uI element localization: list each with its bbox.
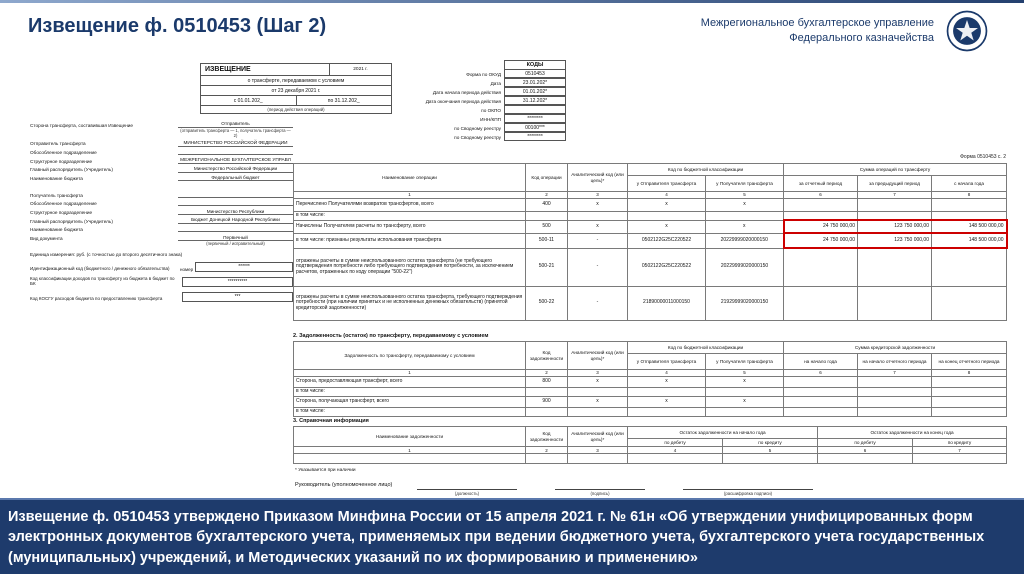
ref-k2-cell (913, 454, 1007, 464)
identifier-row (30, 277, 293, 287)
op-an-cell: - (568, 233, 628, 248)
col-header-sum-ytd: с начала года (932, 176, 1007, 192)
codes-spacer (392, 61, 504, 70)
requisite-value: Первичный (178, 235, 293, 241)
col-header-debt-year-start: на начало года (784, 354, 858, 370)
code-label: по Сводному реестру (454, 125, 501, 131)
op-name-cell: отражены расчеты в сумме неиспользованного остатка трансферта, требующего подтверждения потребности (при наличии принятых и не исполненных денежных обязательств) (принятой кредиторской задолженности) (294, 286, 526, 320)
col-num: 2 (526, 447, 568, 454)
org-line-2: Федерального казначейства (789, 31, 934, 44)
table-row (294, 248, 1007, 286)
op-bk1-cell: x (628, 199, 706, 212)
debt-name-cell: в том числе: (294, 388, 526, 397)
stamp-period-note: (период действия операций) (267, 107, 325, 112)
codes-block (392, 61, 566, 142)
table-row (294, 407, 1007, 416)
op-an-cell: x (568, 199, 628, 212)
op-bk1-cell: 0502122G25C220522 (628, 233, 706, 248)
col-header-debt-name: Задолженность по трансферту, передаваемому с условием (294, 342, 526, 370)
op-sum2-cell-highlighted: 123 750 000,00 (858, 220, 932, 233)
debt-name-cell: в том числе: (294, 407, 526, 416)
op-bk2-cell: 20229999020000150 (706, 248, 784, 286)
col-num: 5 (706, 370, 784, 377)
unit-of-measure-note: Единица измерения: руб. (с точностью до второго десятичного знака) (30, 251, 183, 257)
requisite-row (30, 121, 293, 127)
requisites-gap (30, 181, 293, 189)
form-document (0, 55, 1024, 498)
requisites-block (30, 119, 293, 302)
col-header-analytical-code: Аналитический код (или цель)* (568, 342, 628, 370)
col-group-transfer-sums: Сумма операций по трансферту (784, 164, 1007, 176)
col-header-sum-prev-period: за предыдущий период (858, 176, 932, 192)
org-line-1: Межрегиональное бухгалтерское управление (700, 17, 934, 29)
op-bk1-cell: 0502122G25C220522 (628, 248, 706, 286)
col-num: 3 (568, 192, 628, 199)
treasury-emblem-logo (946, 10, 988, 52)
stamp-period-from: с 01.01.202_ (201, 96, 297, 105)
debt-an-cell (568, 407, 628, 416)
op-code-cell: 500 (526, 220, 568, 233)
section-debt (293, 333, 1006, 417)
col-header-analytical-code: Аналитический код (или цель)* (568, 427, 628, 447)
op-name-cell: в том числе: (294, 212, 526, 221)
requisite-label: Обособленное подразделение (30, 149, 97, 155)
op-code-cell (526, 212, 568, 221)
code-value: 00100*** (504, 123, 566, 133)
ref-code-cell (526, 454, 568, 464)
requisite-value (178, 200, 293, 206)
debt-bk1-cell (628, 407, 706, 416)
col-group-creditor-debt: Сумма кредиторской задолженности (784, 342, 1007, 354)
table-row (294, 388, 1007, 397)
op-sum1-cell-highlighted: 24 750 000,00 (784, 220, 858, 233)
col-header-bk-sender: у Отправителя трансферта (628, 354, 706, 370)
requisite-value: Отправитель (178, 121, 293, 127)
op-name-cell: в том числе: признаны результаты использования трансферта (294, 233, 526, 248)
notice-stamp (200, 63, 392, 114)
col-num: 8 (932, 192, 1007, 199)
code-label: Дата начала периода действия (432, 89, 501, 95)
requisite-row (30, 192, 293, 198)
col-num: 1 (294, 192, 526, 199)
col-num: 1 (294, 447, 526, 454)
debt-code-cell (526, 407, 568, 416)
requisite-row (30, 226, 293, 232)
op-bk1-cell (628, 212, 706, 221)
col-num: 7 (858, 192, 932, 199)
table-row (294, 286, 1007, 320)
code-value: 23.01.202* (504, 78, 566, 88)
op-an-cell (568, 212, 628, 221)
requisite-note: (отправитель трансферта — 1, получатель трансферта — 2) (180, 127, 291, 138)
requisite-value (178, 226, 293, 232)
requisite-label: Сторона трансферта, составившая Извещение (30, 122, 134, 128)
table-row (294, 396, 1007, 407)
debt-sum3-cell (932, 396, 1007, 407)
code-value: 01.01.202* (504, 87, 566, 97)
requisite-label: Вид документа (30, 235, 63, 241)
debt-sum2-cell (858, 377, 932, 388)
ref-name-cell (294, 454, 526, 464)
codes-title: КОДЫ (504, 60, 566, 70)
col-header-operation-name: Наименование операции (294, 164, 526, 192)
op-name-cell: отражены расчеты в сумме неиспользованного остатка трансферта (не требующего подтверждения потребности либо требующего подтверждения потребности, за исключением расчетов, отраженных по коду операции "500-22") (294, 248, 526, 286)
debt-sum1-cell (784, 407, 858, 416)
debt-name-cell: Сторона, предоставляющая трансферт, всего (294, 377, 526, 388)
col-num: 4 (628, 192, 706, 199)
requisite-row (30, 166, 293, 172)
stamp-period-to: по 31.12.202_ (327, 97, 360, 104)
requisite-row (30, 175, 293, 181)
slide-header (0, 3, 1024, 55)
op-sum1-cell (784, 199, 858, 212)
col-header-analytical-code: Аналитический код (или цель)* (568, 164, 628, 192)
col-num: 6 (784, 370, 858, 377)
identifier-label: Идентификационный код (бюджетного / денежного обязательства) (30, 266, 170, 271)
requisite-label: Обособленное подразделение (30, 200, 97, 206)
requisite-row (30, 209, 293, 215)
identifier-value: *** (182, 292, 293, 302)
signature-sign-line (555, 489, 645, 496)
op-sum3-cell-highlighted: 148 500 000,00 (932, 220, 1007, 233)
col-header-bk-receiver: у Получателя трансферта (706, 176, 784, 192)
identifier-row (30, 262, 293, 272)
organization-name (701, 16, 934, 46)
code-value: ******** (504, 114, 566, 124)
identifier-row (30, 292, 293, 302)
col-num: 4 (628, 447, 723, 454)
requisite-row (30, 149, 293, 155)
signature-caption-name: (расшифровка подписи) (723, 490, 773, 496)
op-bk2-cell (706, 212, 784, 221)
col-num: 7 (858, 370, 932, 377)
requisite-value: Бюджет Донецкой Народной Республики (178, 217, 293, 223)
op-sum1-cell (784, 286, 858, 320)
column-numbers-row (294, 447, 1007, 454)
debt-bk2-cell (706, 407, 784, 416)
col-header-credit: по кредиту (723, 439, 818, 447)
col-header-debt-period-end: на конец отчетного периода (932, 354, 1007, 370)
stamp-period-row (201, 96, 391, 106)
code-value: 31.12.202* (504, 96, 566, 106)
signature-name-line (683, 489, 813, 496)
op-sum2-cell (858, 248, 932, 286)
footnote: * Указывается при наличии (295, 468, 356, 473)
debt-bk1-cell (628, 388, 706, 397)
signature-caption-sign: (подпись) (590, 490, 610, 496)
requisite-row (30, 200, 293, 206)
code-label: ИНН/КПП (480, 116, 501, 122)
op-sum1-cell-highlighted: 24 750 000,00 (784, 233, 858, 248)
col-num: 8 (932, 370, 1007, 377)
op-code-cell: 400 (526, 199, 568, 212)
debt-sum3-cell (932, 407, 1007, 416)
requisite-value (178, 192, 293, 198)
operations-table (293, 163, 1008, 321)
debt-sum1-cell (784, 388, 858, 397)
debt-bk2-cell (706, 388, 784, 397)
op-sum3-cell (932, 199, 1007, 212)
op-bk2-cell: x (706, 199, 784, 212)
table-row (294, 199, 1007, 212)
page-title: Извещение ф. 0510453 (Шаг 2) (28, 15, 327, 37)
debt-sum2-cell (858, 407, 932, 416)
debt-bk2-cell: x (706, 377, 784, 388)
col-num: 3 (568, 370, 628, 377)
debt-code-cell (526, 388, 568, 397)
debt-code-cell: 900 (526, 396, 568, 407)
col-header-operation-code: Код операции (526, 164, 568, 192)
requisite-row (30, 235, 293, 241)
op-sum3-cell (932, 286, 1007, 320)
requisite-value: Министерство Республики (178, 209, 293, 215)
code-value: ******** (504, 132, 566, 142)
code-label: по Сводному реестру (454, 134, 501, 140)
ref-k1-cell (723, 454, 818, 464)
col-header-debt-name: Наименование задолженности (294, 427, 526, 447)
op-sum2-cell-highlighted: 123 750 000,00 (858, 233, 932, 248)
requisite-label: Структурное подразделение (30, 158, 93, 164)
op-sum2-cell (858, 286, 932, 320)
op-code-cell: 500-22 (526, 286, 568, 320)
col-num: 6 (784, 192, 858, 199)
identifier-label: Код классификации доходов по трансферту из бюджета в бюджет по БК (30, 276, 175, 286)
stamp-year: 2021 г. (329, 64, 391, 75)
signature-caption-position: (должность) (454, 490, 480, 496)
op-an-cell: - (568, 248, 628, 286)
op-bk2-cell: x (706, 220, 784, 233)
requisite-value: Федеральный бюджет (178, 175, 293, 181)
requisite-label: Отправитель трансферта (30, 141, 86, 147)
requisite-label: Главный распорядитель (Учредитель) (30, 218, 113, 224)
debt-an-cell (568, 388, 628, 397)
slide-footer (0, 498, 1024, 574)
form-page-mark: Форма 0510453 с. 2 (960, 154, 1006, 160)
debt-an-cell: x (568, 396, 628, 407)
col-num: 2 (526, 192, 568, 199)
code-label: по ОКПО (481, 107, 501, 113)
col-num: 1 (294, 370, 526, 377)
debt-sum2-cell (858, 396, 932, 407)
signature-label: Руководитель (уполномоченное лицо) (295, 482, 393, 488)
op-sum2-cell (858, 199, 932, 212)
col-header-debt-code: Код задолженности (526, 427, 568, 447)
op-sum3-cell-highlighted: 148 500 000,00 (932, 233, 1007, 248)
op-an-cell: x (568, 220, 628, 233)
col-group-balance-year-start: Остаток задолженности на начало года (628, 427, 818, 439)
debt-code-cell: 800 (526, 377, 568, 388)
col-header-bk-sender: у Отправителя трансферта (628, 176, 706, 192)
requisite-row (30, 157, 293, 163)
table-row (294, 454, 1007, 464)
debt-sum3-cell (932, 377, 1007, 388)
signature-position-line (417, 489, 517, 496)
section2-title: 2. Задолженность (остаток) по трансферту, передаваемому с условием (293, 333, 489, 339)
stamp-title: ИЗВЕЩЕНИЕ (205, 66, 251, 73)
col-group-balance-year-end: Остаток задолженности на конец года (818, 427, 1007, 439)
op-sum1-cell (784, 212, 858, 221)
signature-block (295, 482, 851, 496)
table-row (294, 220, 1007, 233)
col-header-bk-receiver: у Получателя трансферта (706, 354, 784, 370)
debt-name-cell: Сторона, получающая трансферт, всего (294, 396, 526, 407)
requisite-label: Структурное подразделение (30, 209, 93, 215)
ref-d1-cell (628, 454, 723, 464)
debt-sum1-cell (784, 396, 858, 407)
op-sum2-cell (858, 212, 932, 221)
op-sum3-cell (932, 212, 1007, 221)
col-header-debit: по дебету (628, 439, 723, 447)
op-bk2-cell: 20229999020000150 (706, 233, 784, 248)
column-numbers-row (294, 370, 1007, 377)
table-row (294, 212, 1007, 221)
op-sum1-cell (784, 248, 858, 286)
debt-sum1-cell (784, 377, 858, 388)
requisite-value: МИНИСТЕРСТВО РОССИЙСКОЙ ФЕДЕРАЦИИ (178, 140, 293, 146)
stamp-date: от 23 декабря 2021 г. (201, 86, 391, 96)
requisite-value (178, 149, 293, 155)
op-name-cell: Перечислено Получателями возвратов трансфертов, всего (294, 199, 526, 212)
debt-bk1-cell: x (628, 396, 706, 407)
col-header-credit: по кредиту (913, 439, 1007, 447)
op-bk1-cell: 21890000011000150 (628, 286, 706, 320)
col-group-budget-classification: Код по бюджетной классификации (628, 164, 784, 176)
op-bk2-cell: 21929999020000150 (706, 286, 784, 320)
debt-an-cell: x (568, 377, 628, 388)
codes-row (392, 133, 566, 142)
requisite-label: Наименование бюджета (30, 226, 83, 232)
reference-table (293, 426, 1007, 464)
op-an-cell: - (568, 286, 628, 320)
section-operations (293, 163, 1006, 321)
requisite-note: (первичный / исправительный) (206, 240, 265, 246)
col-num: 5 (723, 447, 818, 454)
table-row (294, 377, 1007, 388)
code-label: Форма по ОКУД (466, 71, 501, 77)
section3-title: 3. Справочная информация (293, 418, 369, 424)
identifier-value: ********** (182, 277, 293, 287)
op-bk1-cell: x (628, 220, 706, 233)
column-numbers-row (294, 192, 1007, 199)
requisite-value: Министерство Российской Федерации (178, 166, 293, 172)
col-num: 7 (913, 447, 1007, 454)
debt-sum2-cell (858, 388, 932, 397)
col-header-debt-code: Код задолженности (526, 342, 568, 370)
requisite-row (30, 140, 293, 146)
debt-bk2-cell: x (706, 396, 784, 407)
col-header-debit: по дебету (818, 439, 913, 447)
identifier-value: ****** (195, 262, 293, 272)
section-reference-info (293, 418, 1006, 464)
debt-sum3-cell (932, 388, 1007, 397)
ref-d2-cell (818, 454, 913, 464)
identifier-label: Код КОСГУ расходов бюджета по предоставлению трансферта (30, 296, 163, 301)
code-value: 0510453 (504, 69, 566, 79)
identifier-prefix: номер (180, 266, 194, 272)
footer-note: Извещение ф. 0510453 утверждено Приказом Минфина России от 15 апреля 2021 г. № 61н «Об утверждении унифицированных форм электронных документов бухгалтерского учета, применяемых при ведении бюджетного учета, бухгалтерского учета государственных (муниципальных) учреждений, и Методических указаний по их формированию и применению» (8, 509, 985, 566)
op-sum3-cell (932, 248, 1007, 286)
col-header-debt-period-start: на начало отчетного периода (858, 354, 932, 370)
requisite-label: Получатель трансферта (30, 192, 83, 198)
col-group-budget-classification: Код по бюджетной классификации (628, 342, 784, 354)
col-num: 6 (818, 447, 913, 454)
ref-an-cell (568, 454, 628, 464)
table-row (294, 233, 1007, 248)
debt-bk1-cell: x (628, 377, 706, 388)
code-label: Дата (490, 80, 501, 86)
col-num: 3 (568, 447, 628, 454)
debt-table (293, 341, 1007, 417)
col-num: 2 (526, 370, 568, 377)
col-header-sum-report-period: за отчетный период (784, 176, 858, 192)
stamp-subtitle: о трансферте, передаваемом с условием (201, 76, 391, 86)
op-name-cell: Начислены Получателем расчеты по трансферту, всего (294, 220, 526, 233)
col-num: 4 (628, 370, 706, 377)
op-code-cell: 500-21 (526, 248, 568, 286)
requisite-label: Наименование бюджета (30, 176, 83, 182)
op-code-cell: 500-11 (526, 233, 568, 248)
col-num: 5 (706, 192, 784, 199)
requisite-label: Главный распорядитель (Учредитель) (30, 167, 113, 173)
stamp-title-row (201, 64, 391, 76)
requisite-value: МЕЖРЕГИОНАЛЬНОЕ БУХГАЛТЕРСКОЕ УПРАВЛ (178, 157, 293, 163)
requisite-row (30, 217, 293, 223)
code-label: Дата окончания периода действия (425, 98, 501, 104)
